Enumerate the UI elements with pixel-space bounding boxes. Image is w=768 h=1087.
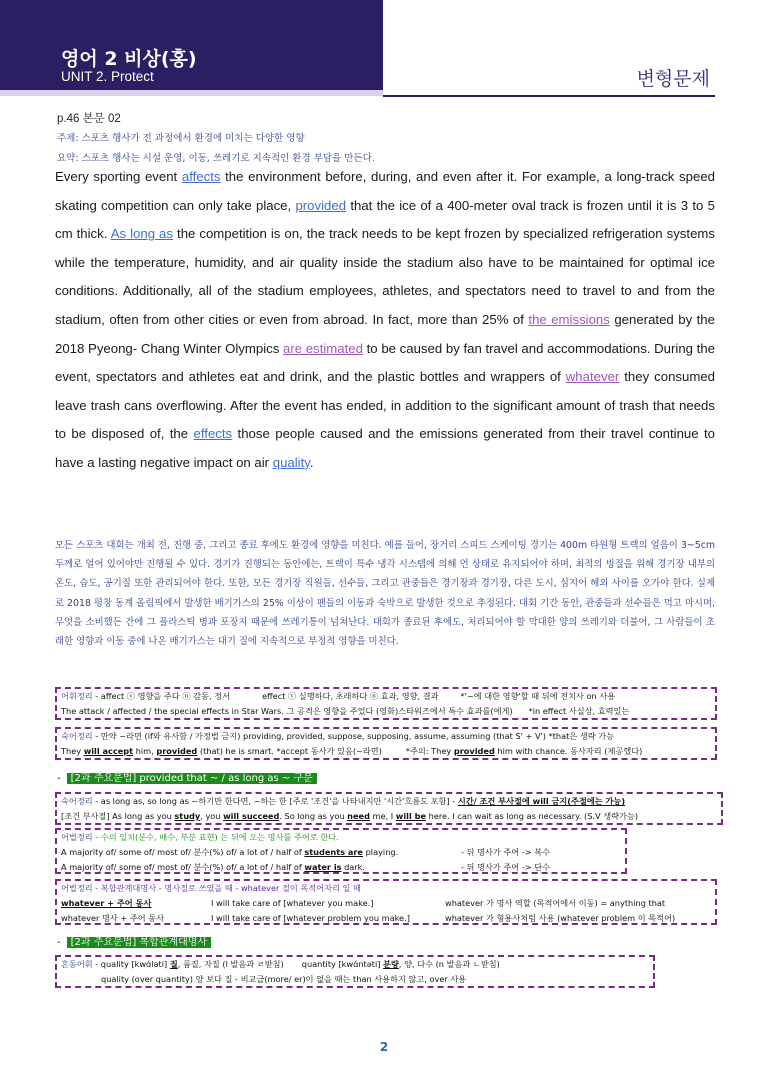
keyword-whatever: whatever [565,369,620,385]
summary-line: 요약: 스포츠 행사는 시설 운영, 이동, 쓰레기로 지속적인 환경 부담을 만든다. [57,153,375,164]
page-number: 2 [379,1040,389,1054]
grammar-note-whatever: 어법정리 - 복합관계대명사 - 명사절로 쓰였을 때 - whatever 절이 목적어자리 일 때 whatever + 주어 동사 I will take care of [whatever you make.] whatever 가 명사 역할 (목적어에서 이동) = anything that whatever 명사 + 주어 동사 I will take care of [whatever problem you make.] whatever 가 형용사처럼 사용 (whatever problem 이 목적어) [55,879,717,925]
header-title: 영어 2 비상(홍) [61,48,197,70]
header-right-label: 변형문제 [636,68,710,90]
vocab-note-affect-effect: 어휘정리 - affect ⓥ 영향을 주다 ⓝ 감동, 정서 effect ⓥ 실행하다, 초래하다 ⓝ 효과, 영향, 결과 *'~에 대한 영향'할 때 뒤에 전치사 on 사용 The attack / affected / the special effects in Star Wars. 그 공격은 영향을 주었다 (영화)스타워즈에서 특수 효과를(에게) *in effect 사실상, 효력있는 [55,687,717,720]
grammar-heading-whatever: - [2과 주요문법] 복합관계대명사 [57,933,211,948]
grammar-heading-provided: - [2과 주요문법] provided that ~ / as long as ~ 구문 [57,769,317,784]
keyword-quality: quality [272,454,310,470]
korean-translation: 모든 스포츠 대회는 개최 전, 진행 중, 그리고 종료 후에도 환경에 영향을 미친다. 예를 들어, 장거리 스피드 스케이팅 경기는 400m 타원형 트랙의 얼음이 3~5cm 두께로 얼어 있어야만 진행될 수 있다. 경기가 진행되는 동안에는, 트랙이 특수 냉각 시스템에 의해 언 상태로 유지되어야 하며, 최적의 빙질을 위해 경기장 내부의 온도, 습도, 공기질 또한 관리되어야 한다. 또한, 모든 경기장 직원들, 선수들, 그리고 관중들은 경기장과 경기장, 다른 도시, 심지어 해외 사이를 오가야 한다. 실제로 2018 평창 동계 올림픽에서 발생한 배기가스의 25% 이상이 팬들의 이동과 숙박으로 발생한 것으로 추정된다. 대회 기간 동안, 관중들과 선수들은 먹고 마시며, 무엇을 소비했든 간에 그 플라스틱 병과 포장지 때문에 쓰레기통이 넘쳐난다. 대회가 종료된 후에도, 처리되어야 할 막대한 양의 쓰레기와 더불어, 그 사람들이 초래한 영향과 이동 중에 나온 배기가스는 대기 질에 지속적으로 부정적 영향을 미친다. [55,540,715,648]
keyword-are-estimated: are estimated [283,340,363,356]
topic-line: 주제: 스포츠 행사가 전 과정에서 환경에 미치는 다양한 영향 [57,133,305,144]
confusing-words-note: 혼동어휘 - quality [kwɑ́ləti] 질, 품질, 자질 (l 발음과 ㄹ받침) quantity [kwɑ́ntəti] 분량, 양, 다수 (n 발음과 ㄴ받침) quality (over quantity) 양 보다 질 - 비교급(more/ er)이 없을 때는 than 사용하지 않고, over 사용 [55,955,655,988]
header-divider [383,95,715,97]
keyword-provided: provided [295,197,347,213]
grammar-note-agreement: 어법정리 - 수의 일치(분수, 배수, 부분 표현) 는 뒤에 오는 명사를 주어로 한다. A majority of/ some of/ most of/ 분수(%) of/ a lot of / half of students are playing. - 뒤 명사가 주어 -> 복수 A majority of/ some of/ most of/ 분수(%) of/ a lot of / half of water is dark. - 뒤 명사가 주어 -> 단수 [55,828,627,874]
header-banner [0,0,383,96]
keyword-the-emissions: the emissions [528,311,610,327]
keyword-effects: effects [193,426,233,442]
page-reference: p.46 본문 02 [57,113,121,125]
idiom-note-provided: 숙어정리 - 만약 ~라면 (if와 유사함 / 가정법 금지) providing, provided, suppose, supposing, assume, assuming (that S' + V') *that은 생략 가능 They will accept him, provided (that) he is smart. *accept 동사가 있음(~라면) *주의: They provided him with chance. 동사자리 (제공했다) [55,727,717,760]
idiom-note-as-long-as: 숙어정리 - as long as, so long as ~하기만 한다면, ~하는 한 [주로 '조건'을 나타내지만 '시간'흐름도 포함] - 시간/ 조건 부사절에 will 금지(주절에는 가능) [조건 부사절] As long as you study, you will succeed. So long as you need me, I will be here. I can wait as long as necessary. (S.V 생략가능) [55,792,723,825]
reading-passage: Every sporting event affects the environment before, during, and even after it. For example, a long-track speed skating competition can only take place, provided that the ice of a 400-meter oval track is frozen until it is 3 to 5 cm thick. As long as the competition is on, the track needs to be kept frozen by specialized refrigeration systems while the temperature, humidity, and air quality inside the stadium also have to be maintained for optimal ice conditions. Additionally, all of the stadium employees, athletes, and spectators need to travel to and from the stadium, often from other cities or even from abroad. In fact, more than 25% of the emissions generated by the 2018 Pyeong- Chang Winter Olympics are estimated to be caused by fan travel and accommodations. During the event, spectators and athletes eat and drink, and the plastic bottles and wrappers of whatever they consumed leave trash cans overflowing. After the event has ended, in addition to the significant amount of trash that needs to be disposed of, the effects those people caused and the emissions generated from their travel continue to have a lasting negative impact on air quality. [55,169,715,470]
header-unit: UNIT 2. Protect [61,69,154,84]
keyword-as-long-as: As long as [110,226,173,242]
keyword-affects: affects [181,169,221,184]
